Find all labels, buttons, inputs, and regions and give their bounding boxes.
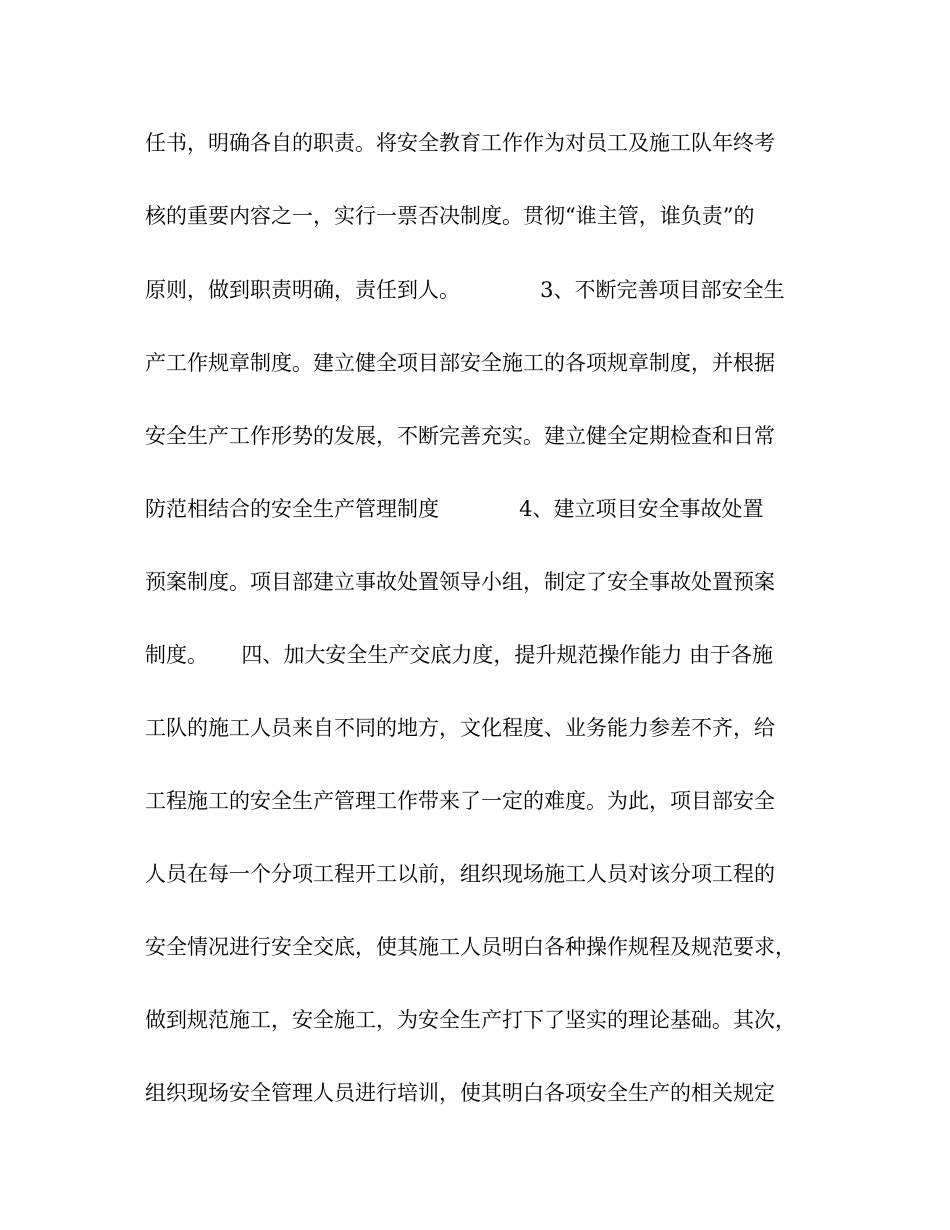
text-line: 制度。 四、加大安全生产交底力度，提升规范操作能力 由于各施	[145, 643, 774, 667]
text-line: 工程施工的安全生产管理工作带来了一定的难度。为此，项目部安全	[145, 789, 775, 813]
text-line: 预案制度。项目部建立事故处置领导小组，制定了安全事故处置预案	[145, 570, 775, 594]
text-line: 原则，做到职责明确，责任到人。 3、不断完善项目部安全生	[145, 278, 785, 302]
text-line: 安全生产工作形势的发展，不断完善充实。建立健全定期检查和日常	[145, 424, 775, 448]
text-line: 工队的施工人员来自不同的地方，文化程度、业务能力参差不齐，给	[145, 716, 775, 740]
text-line: 防范相结合的安全生产管理制度 4、建立项目安全事故处置	[145, 497, 764, 521]
text-line: 安全情况进行安全交底，使其施工人员明白各种操作规程及规范要求，	[145, 935, 796, 959]
text-line: 组织现场安全管理人员进行培训，使其明白各项安全生产的相关规定	[145, 1081, 775, 1105]
text-line: 核的重要内容之一，实行一票否决制度。贯彻“谁主管，谁负责”的	[145, 204, 755, 228]
text-line: 人员在每一个分项工程开工以前，组织现场施工人员对该分项工程的	[145, 862, 775, 886]
text-line: 产工作规章制度。建立健全项目部安全施工的各项规章制度，并根据	[145, 351, 775, 375]
text-line: 任书，明确各自的职责。将安全教育工作作为对员工及施工队年终考	[145, 131, 775, 155]
text-line: 做到规范施工，安全施工，为安全生产打下了坚实的理论基础。其次，	[145, 1008, 796, 1032]
